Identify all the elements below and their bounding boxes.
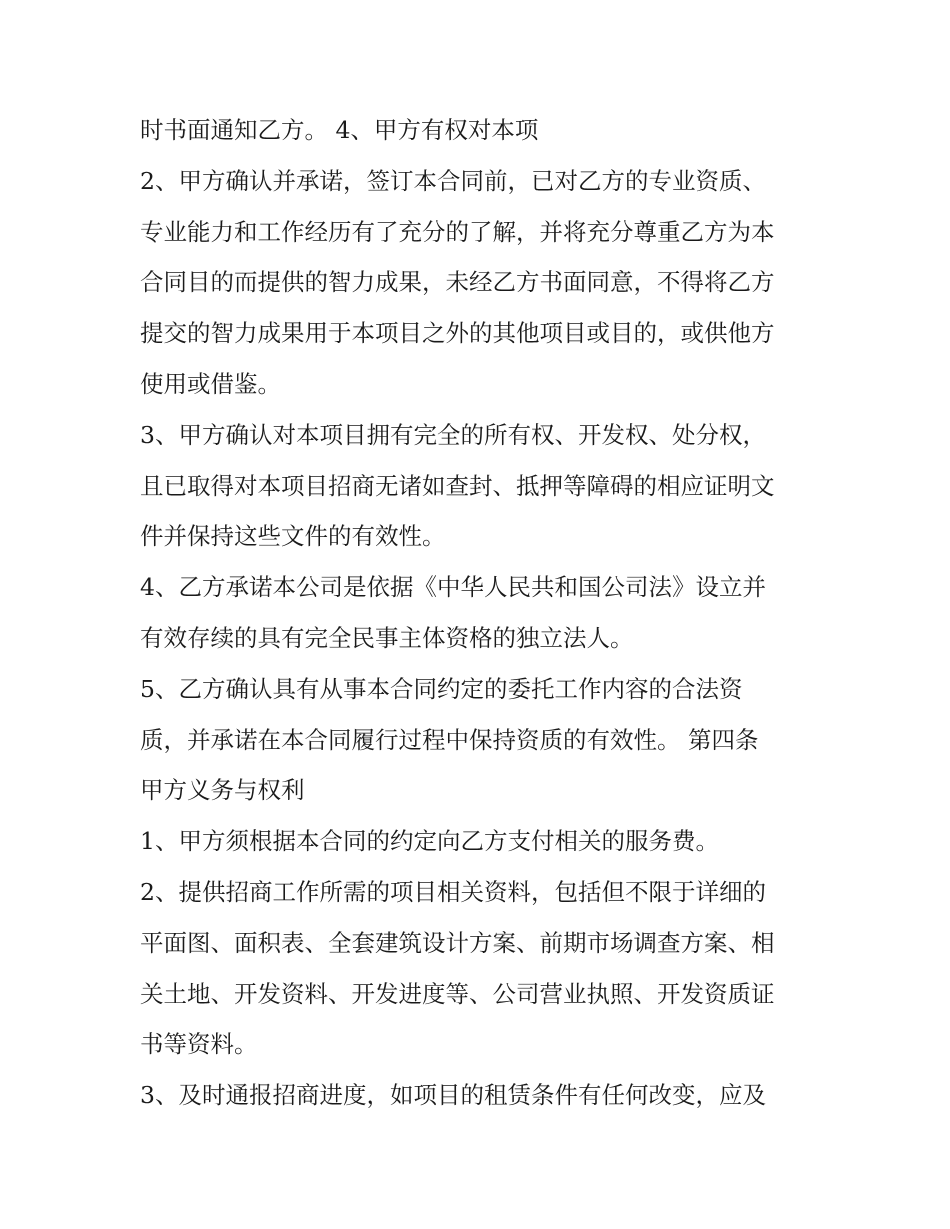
text-line: 2、提供招商工作所需的项目相关资料，包括但不限于详细的 — [140, 877, 766, 906]
text-line: 4、乙方承诺本公司是依据《中华人民共和国公司法》设立并 — [140, 573, 766, 602]
text-line: 3、甲方确认对本项目拥有完全的所有权、开发权、处分权， — [140, 420, 766, 449]
text-line: 使用或借鉴。 — [140, 369, 281, 398]
text-line: 质，并承诺在本合同履行过程中保持资质的有效性。 第四条 — [140, 725, 759, 754]
text-line: 件并保持这些文件的有效性。 — [140, 522, 446, 551]
document-body — [140, 105, 830, 1121]
text-line: 合同目的而提供的智力成果，未经乙方书面同意，不得将乙方 — [140, 268, 775, 297]
text-line: 时书面通知乙方。 4、甲方有权对本项 — [140, 116, 539, 144]
text-line: 5、乙方确认具有从事本合同约定的委托工作内容的合法资 — [140, 674, 743, 703]
text-line: 甲方义务与权利 — [140, 776, 305, 805]
text-line: 平面图、面积表、全套建筑设计方案、前期市场调查方案、相 — [140, 928, 775, 957]
text-line: 2、甲方确认并承诺，签订本合同前，已对乙方的专业资质、 — [140, 166, 766, 195]
text-line: 有效存续的具有完全民事主体资格的独立法人。 — [140, 623, 634, 652]
text-line: 提交的智力成果用于本项目之外的其他项目或目的，或供他方 — [140, 319, 775, 348]
text-line: 且已取得对本项目招商无诸如查封、抵押等障碍的相应证明文 — [140, 471, 775, 500]
text-line: 书等资料。 — [140, 1030, 258, 1059]
text-line: 3、及时通报招商进度，如项目的租赁条件有任何改变，应及 — [140, 1081, 766, 1110]
text-line: 1、甲方须根据本合同的约定向乙方支付相关的服务费。 — [140, 827, 719, 856]
text-line: 专业能力和工作经历有了充分的了解，并将充分尊重乙方为本 — [140, 217, 775, 246]
text-line: 关土地、开发资料、开发进度等、公司营业执照、开发资质证 — [140, 979, 775, 1008]
